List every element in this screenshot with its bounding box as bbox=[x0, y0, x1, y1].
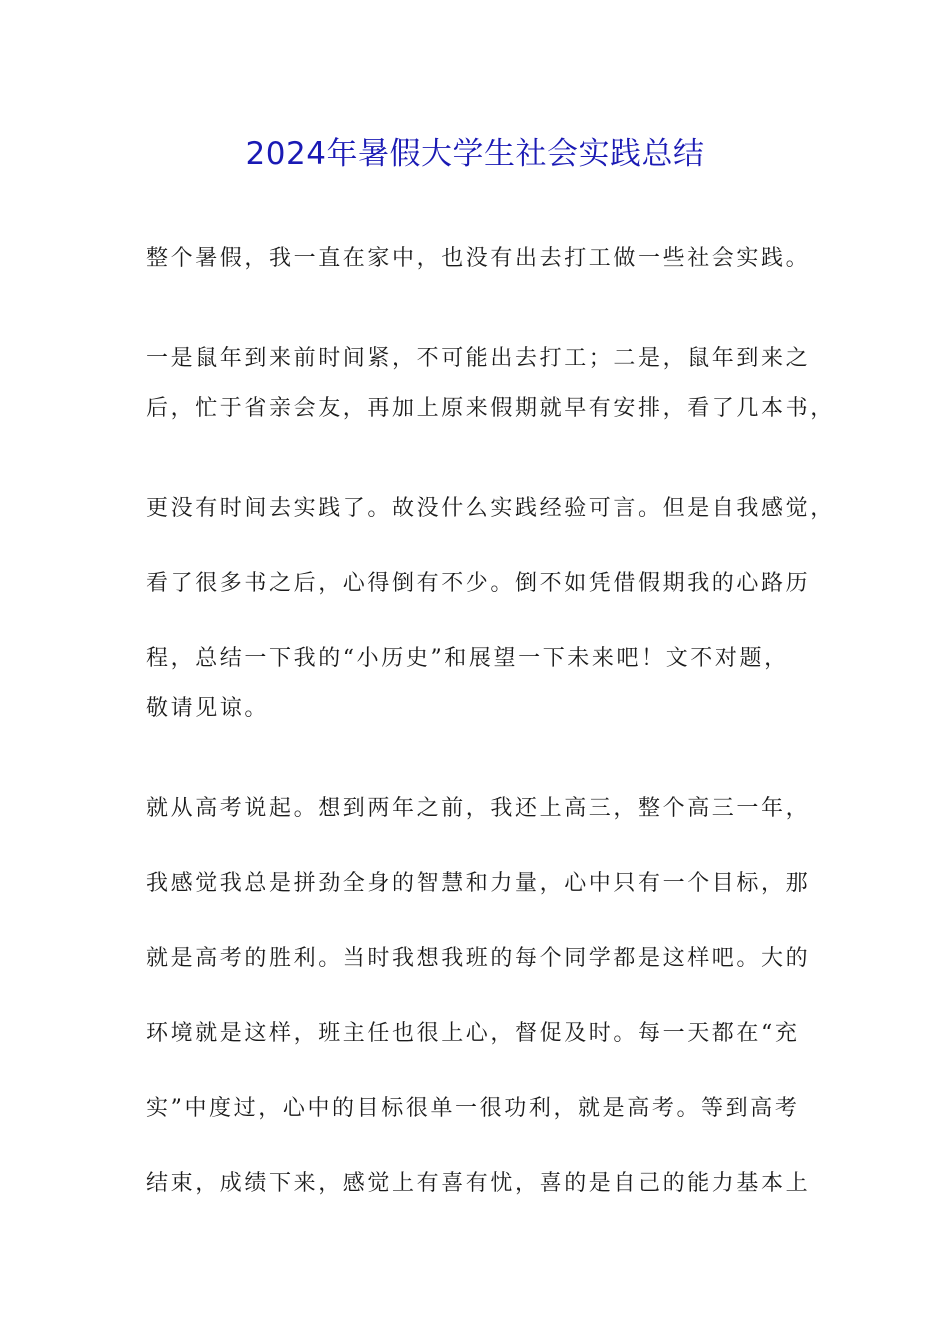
body-line-10: 就是高考的胜利。当时我想我班的每个同学都是这样吧。大的 bbox=[146, 946, 811, 971]
body-line-2: 一是鼠年到来前时间紧，不可能出去打工；二是，鼠年到来之 bbox=[146, 346, 811, 371]
body-line-6: 程，总结一下我的“小历史”和展望一下未来吧！文不对题， bbox=[146, 646, 789, 671]
body-line-13: 结束，成绩下来，感觉上有喜有忧，喜的是自己的能力基本上 bbox=[146, 1171, 811, 1196]
body-line-7: 敬请见谅。 bbox=[146, 696, 270, 721]
body-line-4: 更没有时间去实践了。故没什么实践经验可言。但是自我感觉， bbox=[146, 496, 835, 521]
body-line-1: 整个暑假，我一直在家中，也没有出去打工做一些社会实践。 bbox=[146, 246, 811, 271]
body-line-11: 环境就是这样，班主任也很上心，督促及时。每一天都在“充 bbox=[146, 1021, 800, 1046]
body-line-12: 实”中度过，心中的目标很单一很功利，就是高考。等到高考 bbox=[146, 1096, 800, 1121]
body-line-8: 就从高考说起。想到两年之前，我还上高三，整个高三一年， bbox=[146, 796, 811, 821]
body-line-3: 后，忙于省亲会友，再加上原来假期就早有安排，看了几本书， bbox=[146, 396, 835, 421]
body-line-5: 看了很多书之后，心得倒有不少。倒不如凭借假期我的心路历 bbox=[146, 571, 811, 596]
body-line-9: 我感觉我总是拼劲全身的智慧和力量，心中只有一个目标，那 bbox=[146, 871, 811, 896]
document-title: 2024年暑假大学生社会实践总结 bbox=[245, 136, 705, 172]
